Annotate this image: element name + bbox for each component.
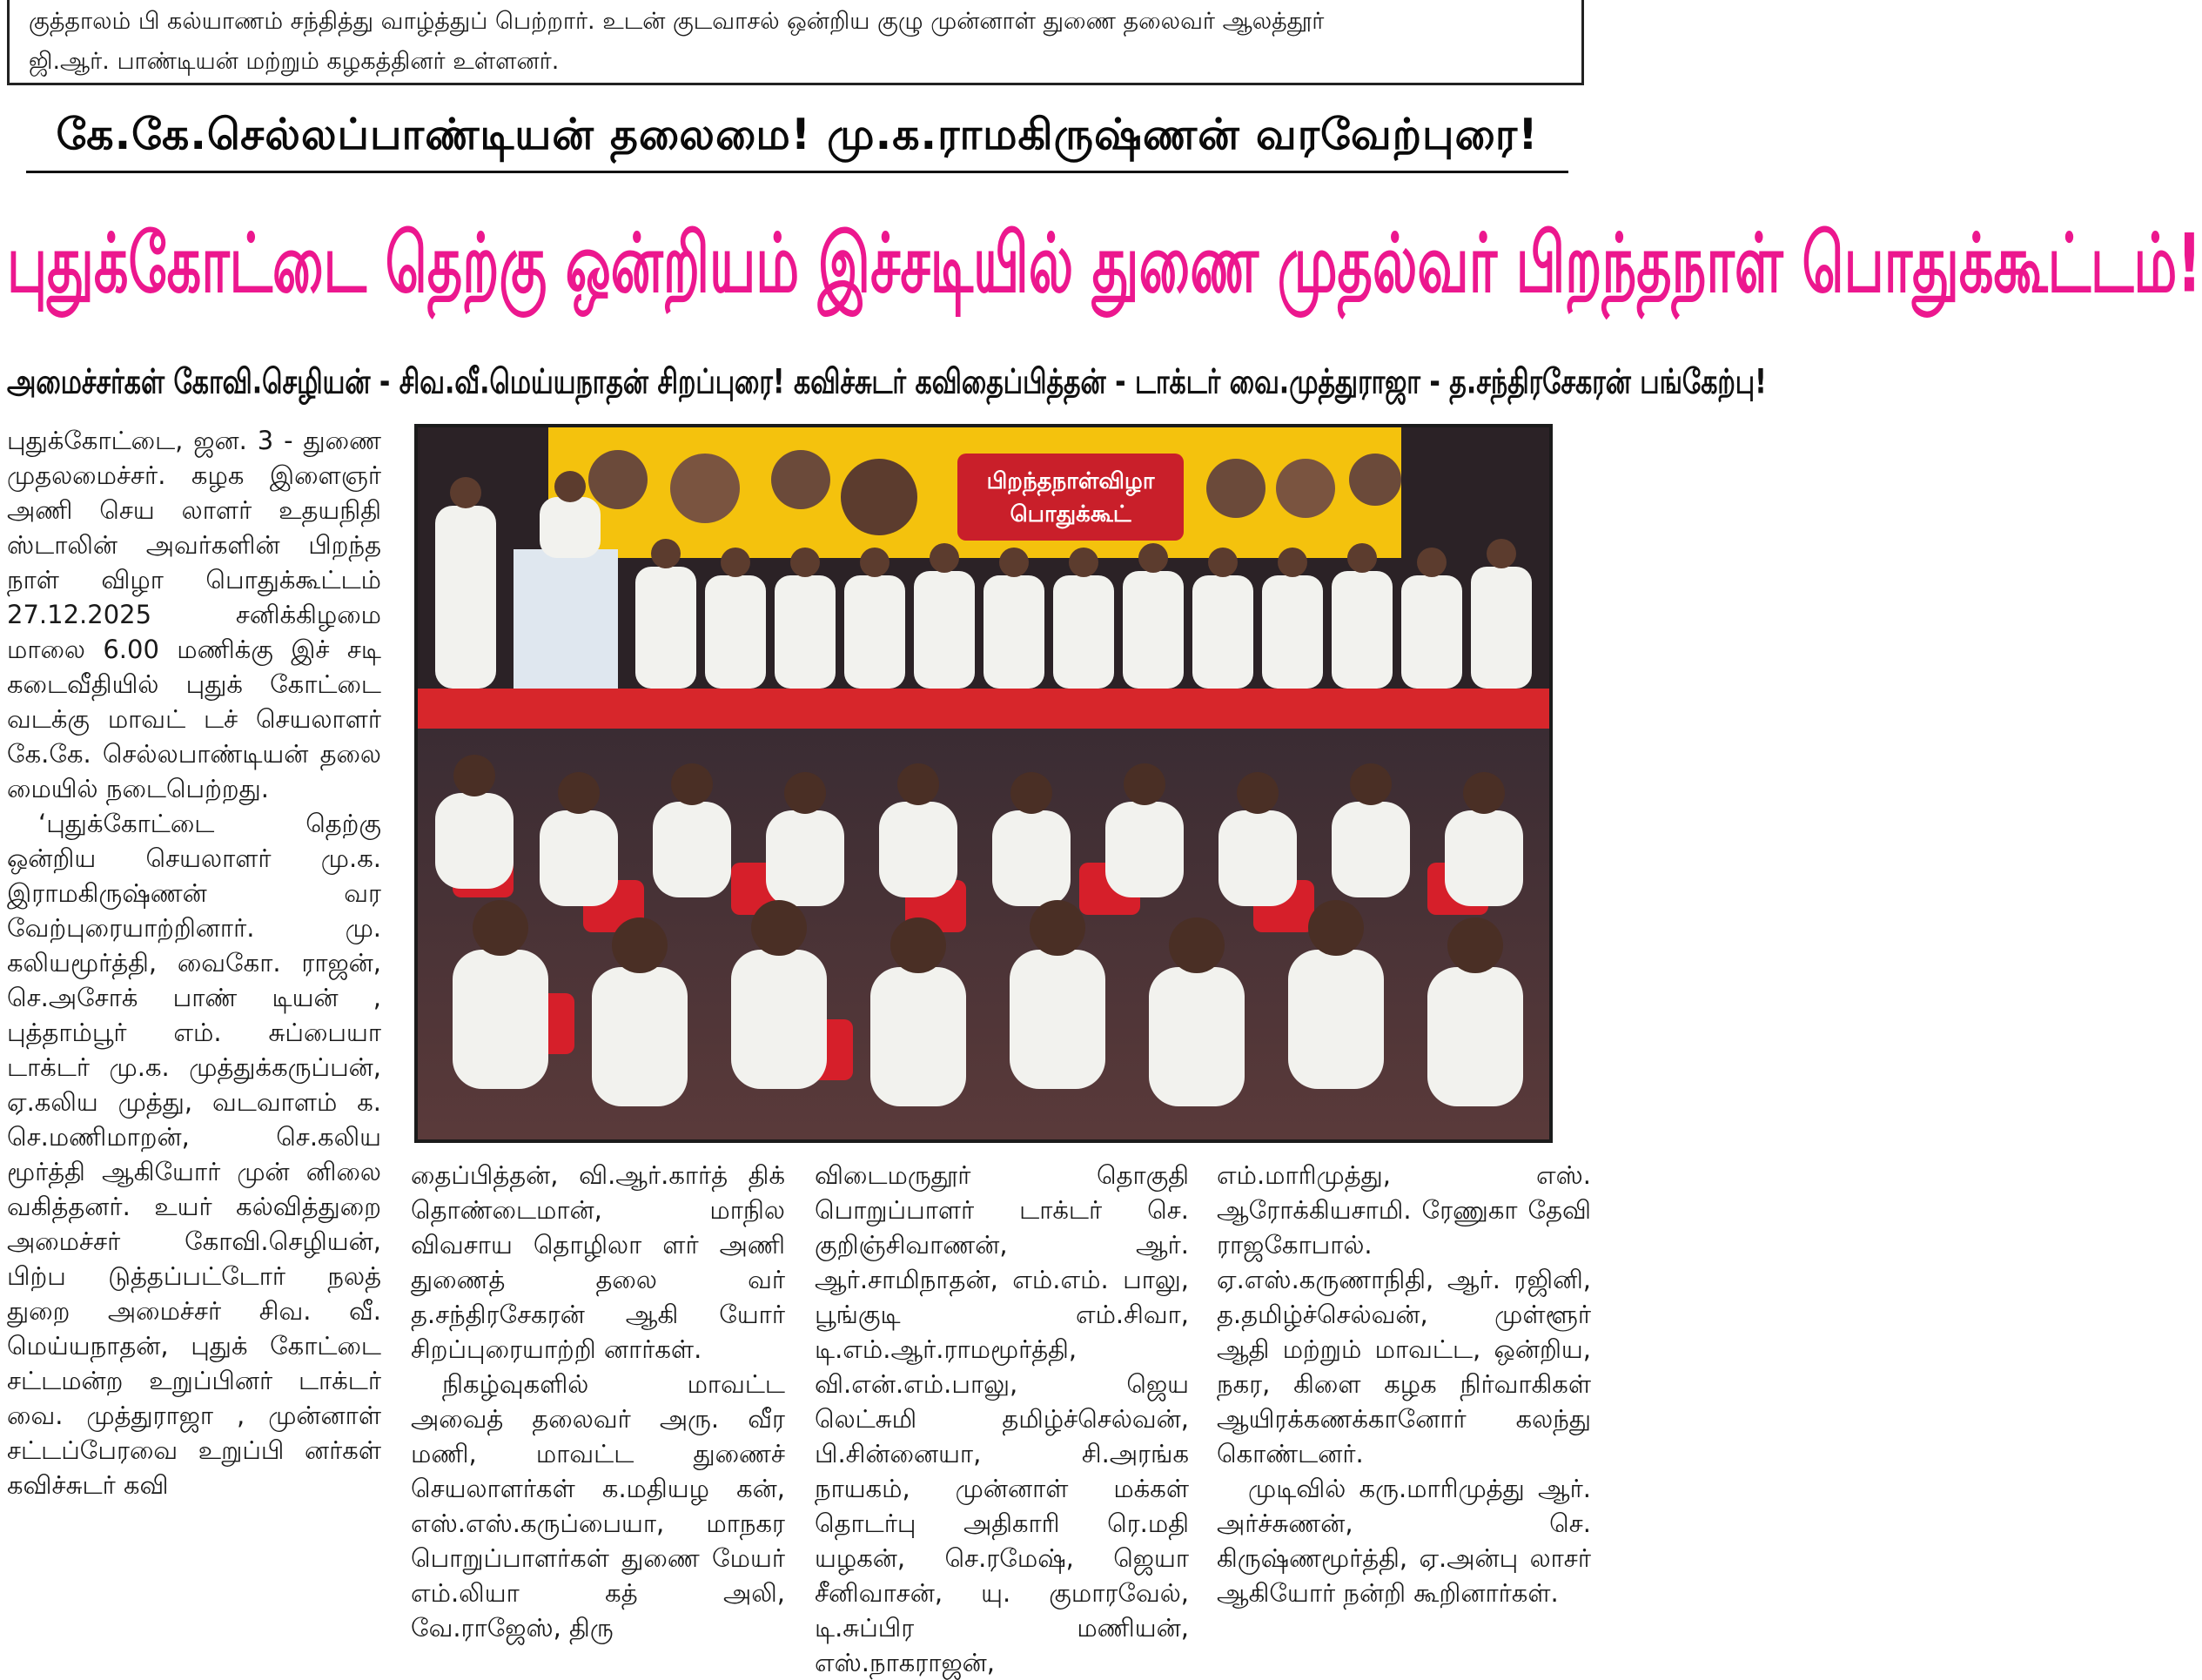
red-banner-panel: [957, 454, 1184, 541]
article-column-4: [1217, 1158, 1591, 1677]
article-col1-para-1: புதுக்கோட்டை, ஜன. 3 - துணை முதலமைச்சர். கழக இளைஞர் அணி செய லாளர் உதயநிதி ஸ்டாலின் அவர்களின் பிறந்த நாள் விழா பொதுக்கூட்டம் 27.12.2025 சனிக்கிழமை மாலை 6.00 மணிக்கு இச் சடி கடைவீதியில் புதுக் கோட்டை வடக்கு மாவட் டச் செயலாளர் கே.கே. செல்லபாண்டியன் தலை மையில் நடைபெற்றது.: [7, 426, 381, 803]
sub-headline: அமைச்சர்கள் கோவி.செழியன் - சிவ.வீ.மெய்யநாதன் சிறப்புரை! கவிச்சுடர் கவிதைப்பித்தன் - டாக்டர் வை.முத்துராஜா - த.சந்திரசேகரன் பங்கேற்பு!: [7, 362, 1767, 403]
event-photo-illustration: [418, 427, 1549, 1139]
kicker-headline: கே.கே.செல்லப்பாண்டியன் தலைமை! மு.க.ராமகிருஷ்ணன் வரவேற்புரை!: [26, 99, 1568, 173]
event-photo: [414, 424, 1553, 1143]
banner-text-2: பொதுக்கூட்: [1010, 501, 1131, 528]
article-column-1: [7, 423, 381, 1677]
article-col2-para-1: தைப்பித்தன், வி.ஆர்.கார்த் திக் தொண்டைமான், மாநில விவசாய தொழிலா ளர் அணி துணைத் தலை வர் த.சந்திரசேகரன் ஆகி யோர் சிறப்புரையாற்றி னார்கள்.: [411, 1160, 785, 1364]
banner-text-1: பிறந்தநாள்விழா: [986, 468, 1155, 494]
previous-caption-line-1: குத்தாலம் பி கல்யாணம் சந்தித்து வாழ்த்துப் பெற்றார். உடன் குடவாசல் ஒன்றிய குழு முன்னாள் துணை தலைவர் ஆலத்தூர்: [29, 8, 1325, 35]
article-col4-para-1: எம்.மாரிமுத்து, எஸ். ஆரோக்கியசாமி. ரேணுகா தேவி ராஜகோபால். ஏ.எஸ்.கருணாநிதி, ஆர். ரஜினி, த.தமிழ்ச்செல்வன், முள்ளூர் ஆதி மற்றும் மாவட்ட, ஒன்றிய, நகர, கிளை கழக நிர்வாகிகள் ஆயிரக்கணக்கானோர் கலந்து கொண்டனர்.: [1217, 1160, 1591, 1468]
previous-caption-box: [7, 0, 1584, 85]
article-col3-para-1: விடைமருதூர் தொகுதி பொறுப்பாளர் டாக்டர் செ. குறிஞ்சிவாணன், ஆர். ஆர்.சாமிநாதன், எம்.எம். பாலு, பூங்குடி எம்.சிவா, டி.எம்.ஆர்.ராமமூர்த்தி, வி.என்.எம்.பாலு, ஜெய லெட்சுமி தமிழ்ச்செல்வன், பி.சின்னையா, சி.அரங்க நாயகம், முன்னாள் மக்கள் தொடர்பு அதிகாரி ரெ.மதி யழகன், செ.ரமேஷ், ஜெயா சீனிவாசன், யு. குமாரவேல், டி.சுப்பிர மணியன், எஸ்.நாகராஜன்,: [815, 1160, 1189, 1677]
stage-carpet: [418, 689, 1549, 729]
podium: [514, 549, 618, 689]
article-col4-para-2: முடிவில் கரு.மாரிமுத்து ஆர். அர்ச்சுணன், செ. கிருஷ்ணமூர்த்தி, ஏ.அன்பு லாசர் ஆகியோர் நன்றி கூறினார்கள்.: [1217, 1474, 1591, 1608]
article-col2-para-2: நிகழ்வுகளில் மாவட்ட அவைத் தலைவர் அரு. வீர மணி, மாவட்ட துணைச் செயலாளர்கள் க.மதியழ கன், எஸ்.எஸ்.கருப்பையா, மாநகர பொறுப்பாளர்கள் துணை மேயர் எம்.லியா கத் அலி, வே.ராஜேஸ், திரு: [411, 1369, 785, 1643]
main-headline: புதுக்கோட்டை தெற்கு ஒன்றியம் இச்சடியில் துணை முதல்வர் பிறந்தநாள் பொதுக்கூட்டம்!: [7, 215, 2202, 311]
previous-caption-line-2: ஜி.ஆர். பாண்டியன் மற்றும் கழகத்தினர் உள்ளனர்.: [29, 48, 560, 75]
article-col1-para-2: ‘புதுக்கோட்டை தெற்கு ஒன்றிய செயலாளர் மு.க. இராமகிருஷ்ணன் வர வேற்புரையாற்றினார். மு. கலியமூர்த்தி, வைகோ. ராஜன், செ.அசோக் பாண் டியன் , புத்தாம்பூர் எம். சுப்பையா டாக்டர் மு.க. முத்துக்கருப்பன், ஏ.கலிய முத்து, வடவாளம் க. செ.மணிமாறன், செ.கலிய மூர்த்தி ஆகியோர் முன் னிலை வகித்தனர். உயர் கல்வித்துறை அமைச்சர் கோவி.செழியன், பிற்ப டுத்தப்பட்டோர் நலத் துறை அமைச்சர் சிவ. வீ. மெய்யநாதன், புதுக் கோட்டை சட்டமன்ற உறுப்பினர் டாக்டர் வை. முத்துராஜா , முன்னாள் சட்டப்பேரவை உறுப்பி னர்கள் கவிச்சுடர் கவி: [7, 809, 381, 1500]
article-column-2: [411, 1158, 785, 1677]
article-column-3: [815, 1158, 1189, 1677]
